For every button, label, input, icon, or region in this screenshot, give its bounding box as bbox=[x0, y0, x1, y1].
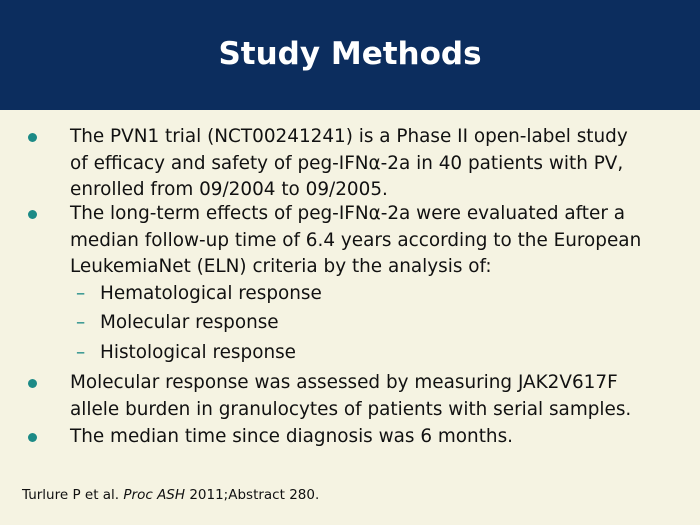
reference-journal: Proc ASH bbox=[123, 487, 186, 503]
dash-icon: – bbox=[76, 312, 86, 333]
bullet-dot-icon bbox=[28, 379, 37, 388]
sub-bullet-label: Molecular response bbox=[100, 312, 279, 333]
reference-authors: Turlure P et al. bbox=[22, 487, 120, 503]
dash-icon: – bbox=[76, 342, 86, 363]
bullet-line: of efficacy and safety of peg-IFNα-2a in 40 patients with PV, bbox=[70, 152, 624, 174]
bullet-item bbox=[70, 201, 695, 281]
sub-bullet-item bbox=[76, 281, 322, 308]
bullet-line: allele burden in granulocytes of patients with serial samples. bbox=[70, 398, 632, 420]
bullet-item bbox=[70, 370, 695, 423]
sub-bullet-label: Hematological response bbox=[100, 283, 322, 304]
bullet-line: The PVN1 trial (NCT00241241) is a Phase II open-label study bbox=[70, 126, 628, 147]
reference-details: 2011;Abstract 280. bbox=[189, 487, 320, 503]
bullet-line: Molecular response was assessed by measuring JAK2V617F bbox=[70, 372, 618, 393]
bullet-item bbox=[70, 124, 695, 204]
bullet-dot-icon bbox=[28, 433, 37, 442]
sub-bullet-item bbox=[76, 310, 279, 337]
bullet-line: The long-term effects of peg-IFNα-2a were evaluated after a bbox=[70, 203, 625, 224]
bullet-line: enrolled from 09/2004 to 09/2005. bbox=[70, 179, 388, 200]
bullet-dot-icon bbox=[28, 210, 37, 219]
slide-title: Study Methods bbox=[218, 36, 482, 72]
bullet-line: median follow-up time of 6.4 years according to the European bbox=[70, 229, 642, 251]
bullet-item bbox=[70, 424, 695, 451]
bullet-dot-icon bbox=[28, 133, 37, 142]
bullet-line: LeukemiaNet (ELN) criteria by the analysis of: bbox=[70, 256, 492, 277]
reference-citation bbox=[22, 486, 319, 504]
sub-bullet-item bbox=[76, 340, 296, 367]
dash-icon: – bbox=[76, 283, 86, 304]
bullet-line: The median time since diagnosis was 6 months. bbox=[70, 426, 514, 447]
sub-bullet-label: Histological response bbox=[100, 342, 296, 363]
